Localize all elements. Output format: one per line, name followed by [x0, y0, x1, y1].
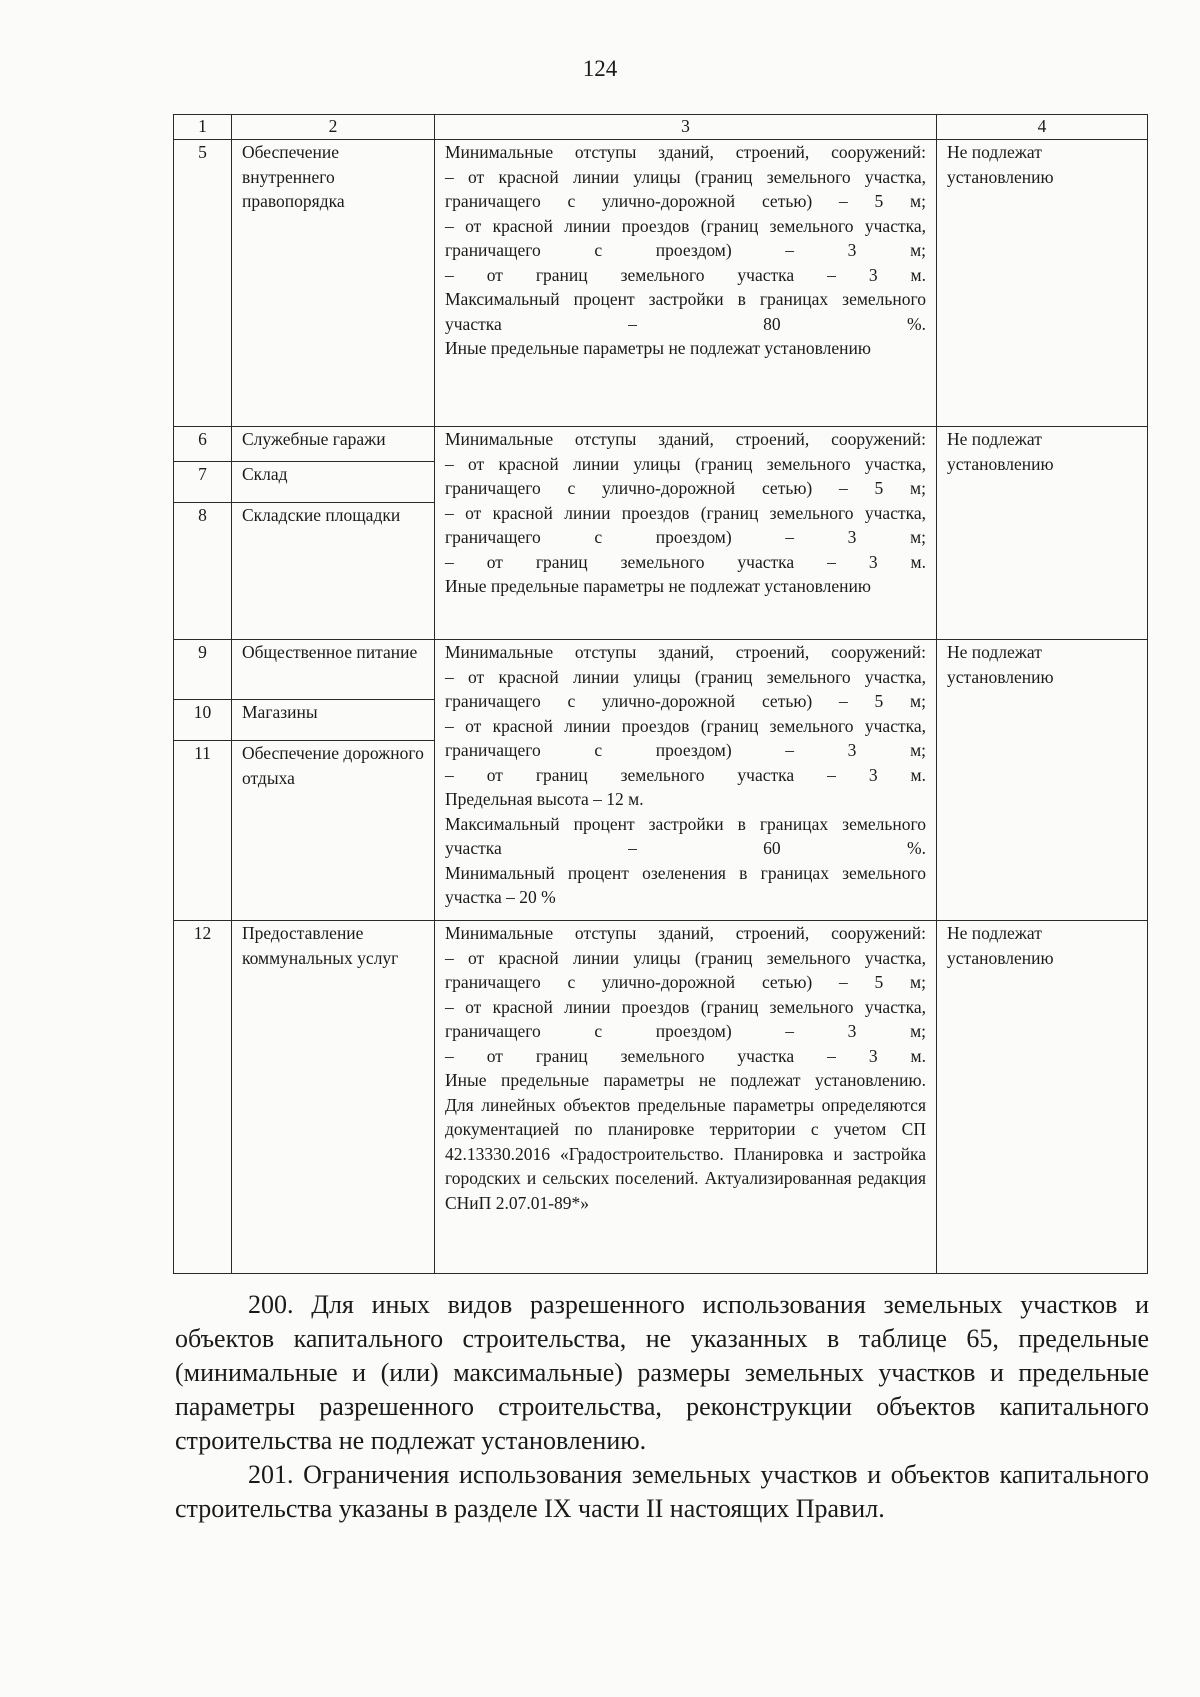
use-name: Обеспечение внутреннего правопорядка — [232, 140, 435, 427]
paragraph-201: 201. Ограничения использования земельных участков и объектов капитального строительства указаны в разделе IX части II настоящих Правил. — [175, 1460, 1149, 1523]
not-set-cell: Не подлежат установлению — [937, 427, 1148, 640]
row-number: 9 — [174, 640, 232, 700]
column-header: 1 — [174, 115, 232, 140]
column-header: 4 — [937, 115, 1148, 140]
limit-line: Иные предельные параметры не подлежат установлению — [445, 576, 871, 596]
limits-cell — [435, 140, 937, 427]
use-name: Общественное питание — [232, 640, 435, 700]
limit-line: – от красной линии проездов (границ земельного участка, граничащего с проездом) – 3 м; — [445, 502, 926, 547]
permitted-use-parameters-table — [173, 114, 1148, 1274]
row-number: 8 — [174, 503, 232, 640]
use-name: Обеспечение дорожного отдыха — [232, 741, 435, 921]
limit-line: Иные предельные параметры не подлежат установлению. — [445, 1070, 926, 1090]
limit-line: – от красной линии проездов (границ земельного участка, граничащего с проездом) – 3 м; — [445, 215, 926, 260]
limit-line: Максимальный процент застройки в границах земельного участка – 80 %. — [445, 289, 926, 334]
body-text — [175, 1288, 1149, 1526]
row-number: 6 — [174, 427, 232, 462]
use-name: Служебные гаражи — [232, 427, 435, 462]
use-name: Склад — [232, 462, 435, 503]
limit-line: – от красной линии улицы (границ земельного участка, граничащего с улично-дорожной сетью) – 5 м; — [445, 453, 926, 498]
table-row — [174, 921, 1148, 1274]
limit-line: – от красной линии улицы (границ земельного участка, граничащего с улично-дорожной сетью) – 5 м; — [445, 947, 926, 992]
limit-line: – от красной линии проездов (границ земельного участка, граничащего с проездом) – 3 м; — [445, 996, 926, 1041]
column-header: 3 — [435, 115, 937, 140]
limit-line: – от границ земельного участка – 3 м. — [445, 764, 926, 785]
use-name: Магазины — [232, 700, 435, 741]
use-name: Складские площадки — [232, 503, 435, 640]
row-number: 10 — [174, 700, 232, 741]
table-row — [174, 427, 1148, 462]
limit-line: Минимальные отступы зданий, строений, сооружений: — [445, 642, 926, 662]
limit-line: Иные предельные параметры не подлежат установлению — [445, 338, 871, 358]
table-header-row — [174, 115, 1148, 140]
limit-line: Минимальные отступы зданий, строений, сооружений: — [445, 923, 926, 943]
column-header: 2 — [232, 115, 435, 140]
page-number: 124 — [582, 56, 618, 81]
limit-line: Для линейных объектов предельные параметры определяются документацией по планировке территории с учетом СП 42.13330.2016 «Градостроительство. Планировка и застройка городских и сельских поселений. Актуализированная редакция СНиП 2.07.01-89*» — [445, 1094, 926, 1213]
paragraph-200: 200. Для иных видов разрешенного использования земельных участков и объектов капитального строительства, не указанных в таблице 65, предельные (минимальные и (или) максимальные) размеры земельных участков и предельные параметры разрешенного строительства, реконструкции объектов капитального строительства не подлежат установлению. — [175, 1290, 1149, 1455]
limits-cell — [435, 921, 937, 1274]
limits-cell — [435, 427, 937, 640]
limit-line: Предельная высота – 12 м. — [445, 789, 644, 809]
not-set-cell: Не подлежат установлению — [937, 921, 1148, 1274]
row-number: 7 — [174, 462, 232, 503]
row-number: 11 — [174, 741, 232, 921]
limit-line: Минимальные отступы зданий, строений, сооружений: — [445, 142, 926, 162]
row-number: 12 — [174, 921, 232, 1274]
not-set-cell: Не подлежат установлению — [937, 640, 1148, 921]
limit-line: – от границ земельного участка – 3 м. — [445, 264, 926, 285]
limit-line: Минимальные отступы зданий, строений, сооружений: — [445, 429, 926, 449]
limit-line: – от красной линии улицы (границ земельного участка, граничащего с улично-дорожной сетью) – 5 м; — [445, 166, 926, 211]
limit-line: – от границ земельного участка – 3 м. — [445, 551, 926, 572]
not-set-cell: Не подлежат установлению — [937, 140, 1148, 427]
limit-line: Максимальный процент застройки в границах земельного участка – 60 %. — [445, 813, 926, 858]
limits-cell — [435, 640, 937, 921]
limit-line: – от красной линии улицы (границ земельного участка, граничащего с улично-дорожной сетью) – 5 м; — [445, 666, 926, 711]
limit-line: – от красной линии проездов (границ земельного участка, граничащего с проездом) – 3 м; — [445, 715, 926, 760]
limit-line: Минимальный процент озеленения в границах земельного участка – 20 % — [445, 862, 926, 907]
row-number: 5 — [174, 140, 232, 427]
limit-line: – от границ земельного участка – 3 м. — [445, 1045, 926, 1066]
table-row — [174, 140, 1148, 427]
use-name: Предоставление коммунальных услуг — [232, 921, 435, 1274]
table-row — [174, 640, 1148, 700]
